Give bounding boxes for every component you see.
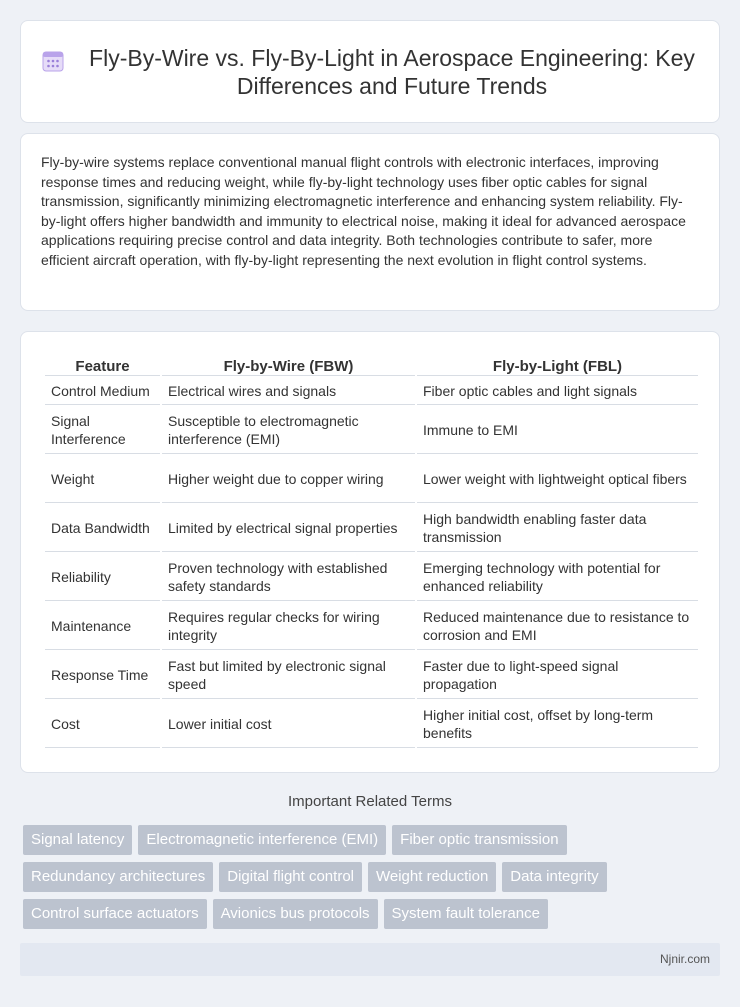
term-tag[interactable]: Data integrity [502, 862, 606, 892]
cell-feature: Weight [45, 456, 160, 503]
term-tag[interactable]: System fault tolerance [384, 899, 548, 929]
table-row [45, 701, 698, 748]
cell-fbl: High bandwidth enabling faster data transmission [417, 505, 698, 552]
cell-feature: Signal Interference [45, 407, 160, 454]
table-row [45, 456, 698, 503]
term-tag[interactable]: Redundancy architectures [23, 862, 213, 892]
cell-fbw: Proven technology with established safety standards [162, 554, 415, 601]
term-tag[interactable]: Avionics bus protocols [213, 899, 378, 929]
cell-fbw: Lower initial cost [162, 701, 415, 748]
footer [20, 943, 720, 976]
cell-fbl: Reduced maintenance due to resistance to corrosion and EMI [417, 603, 698, 650]
cell-feature: Response Time [45, 652, 160, 699]
header-feature: Feature [45, 354, 160, 376]
table-row [45, 603, 698, 650]
comparison-table-card [20, 331, 720, 773]
term-tag[interactable]: Control surface actuators [23, 899, 207, 929]
comparison-table [43, 352, 700, 750]
cell-feature: Data Bandwidth [45, 505, 160, 552]
table-row [45, 554, 698, 601]
header-fbl: Fly-by-Light (FBL) [417, 354, 698, 376]
cell-fbl: Emerging technology with potential for enhanced reliability [417, 554, 698, 601]
cell-fbw: Higher weight due to copper wiring [162, 456, 415, 503]
cell-fbw: Requires regular checks for wiring integrity [162, 603, 415, 650]
cell-fbl: Immune to EMI [417, 407, 698, 454]
table-row [45, 407, 698, 454]
calendar-grid-icon [40, 48, 66, 74]
cell-fbw: Susceptible to electromagnetic interference (EMI) [162, 407, 415, 454]
table-header-row [45, 354, 698, 376]
footer-site-link[interactable]: Njnir.com [659, 952, 710, 966]
related-terms-list [23, 825, 663, 929]
term-tag[interactable]: Weight reduction [368, 862, 496, 892]
table-row [45, 505, 698, 552]
term-tag[interactable]: Fiber optic transmission [392, 825, 566, 855]
term-tag[interactable]: Digital flight control [219, 862, 362, 892]
intro-card [20, 133, 720, 311]
cell-fbw: Limited by electrical signal properties [162, 505, 415, 552]
term-tag[interactable]: Electromagnetic interference (EMI) [138, 825, 386, 855]
cell-feature: Control Medium [45, 378, 160, 405]
table-row [45, 652, 698, 699]
cell-fbl: Lower weight with lightweight optical fibers [417, 456, 698, 503]
cell-feature: Cost [45, 701, 160, 748]
table-row [45, 378, 698, 405]
cell-fbl: Faster due to light-speed signal propagation [417, 652, 698, 699]
cell-fbl: Higher initial cost, offset by long-term benefits [417, 701, 698, 748]
header-fbw: Fly-by-Wire (FBW) [162, 354, 415, 376]
related-terms-heading: Important Related Terms [288, 793, 452, 810]
cell-fbw: Fast but limited by electronic signal speed [162, 652, 415, 699]
term-tag[interactable]: Signal latency [23, 825, 132, 855]
intro-paragraph: Fly-by-wire systems replace conventional manual flight controls with electronic interfaces, improving response times and reducing weight, while fly-by-light technology uses fiber optic cables for signal transmission, significantly minimizing electromagnetic interference and enhancing system reliability. Fly-by-light offers higher bandwidth and immunity to electrical noise, making it ideal for advanced aerospace applications requiring precise control and data integrity. Both technologies contribute to safer, more efficient aircraft operation, with fly-by-light representing the next evolution in flight control systems. [41, 154, 686, 268]
cell-feature: Maintenance [45, 603, 160, 650]
page-title: Fly-By-Wire vs. Fly-By-Light in Aerospace Engineering: Key Differences and Future Trends [89, 44, 695, 99]
title-card [20, 20, 720, 123]
cell-fbw: Electrical wires and signals [162, 378, 415, 405]
cell-fbl: Fiber optic cables and light signals [417, 378, 698, 405]
cell-feature: Reliability [45, 554, 160, 601]
title-row [40, 44, 700, 100]
